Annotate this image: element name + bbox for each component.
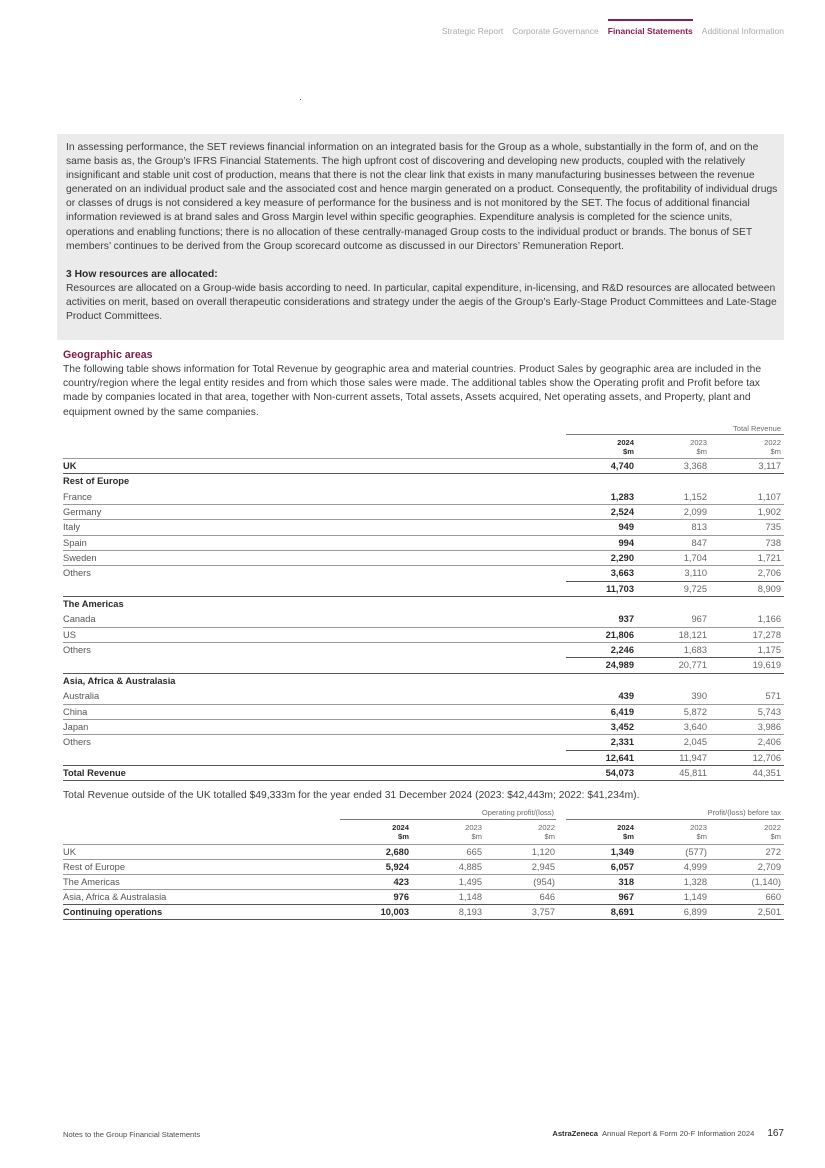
table-row <box>63 536 784 551</box>
cell-op-2024: 10,003 <box>380 907 409 918</box>
cell-op-2024: 2,680 <box>385 847 409 857</box>
col-op-2024: 2024 $m <box>392 823 409 841</box>
table-row <box>63 905 784 920</box>
table-row <box>63 735 784 750</box>
cell-2022: 2,406 <box>757 737 781 748</box>
cell-op-2023: 8,193 <box>458 907 482 918</box>
row-label: UK <box>63 461 77 471</box>
table-row <box>63 845 784 860</box>
cell-2023: 11,947 <box>679 752 707 763</box>
resources-heading: 3 How resources are allocated: <box>66 268 218 280</box>
row-label: US <box>63 629 76 640</box>
col-pbt-2022: 2022 $m <box>764 823 781 841</box>
revenue-outside-uk-note: Total Revenue outside of the UK totalled $49,333m for the year ended 31 December 2024 (2023: $42,443m; 2022: $41,234m). <box>63 790 640 801</box>
cell-pbt-2022: 2,709 <box>757 862 781 873</box>
geographic-areas-title: Geographic areas <box>63 349 153 361</box>
cell-2022: 735 <box>765 522 781 533</box>
cell-pbt-2023: 1,149 <box>683 892 707 903</box>
cell-pbt-2024: 967 <box>618 892 634 903</box>
cell-2022: 1,175 <box>757 645 781 656</box>
cell-2024: 2,524 <box>610 507 634 518</box>
cell-op-2022: 1,120 <box>531 847 555 857</box>
table-row <box>63 490 784 505</box>
cell-op-2024: 423 <box>393 877 409 888</box>
row-label: Others <box>63 568 91 579</box>
cell-pbt-2024: 6,057 <box>610 862 634 873</box>
total-revenue-table-body <box>63 459 784 781</box>
cell-op-2023: 665 <box>466 847 482 857</box>
cell-2024: 2,290 <box>610 553 634 564</box>
row-label: China <box>63 706 88 717</box>
row-label: Germany <box>63 507 102 518</box>
table-row <box>63 751 784 766</box>
cell-pbt-2023: (577) <box>685 847 707 857</box>
table-row <box>63 658 784 673</box>
cell-2022: 738 <box>765 537 781 548</box>
cell-op-2023: 4,885 <box>458 862 482 873</box>
cell-2024: 1,283 <box>610 491 634 502</box>
resources-paragraph: Resources are allocated on a Group-wide basis according to need. In particular, capital expenditure, in-licensing, and R&D resources are allocated between activities on merit, based on overall therapeutic considerations and strategy under the aegis of the Group’s Early-Stage Product Committees and Late-Stage Product Committees. <box>66 282 777 323</box>
table-row <box>63 674 784 689</box>
col-pbt-2024: 2024 $m <box>617 823 634 841</box>
table-group-header <box>63 421 784 435</box>
footer-brand: AstraZeneca <box>552 1129 598 1138</box>
footer-report <box>552 1128 784 1139</box>
cell-2024: 3,452 <box>610 721 634 732</box>
cell-2023: 18,121 <box>678 629 707 640</box>
col-pbt-2023: 2023 $m <box>690 823 707 841</box>
cell-2022: 5,743 <box>757 706 781 717</box>
nav-financial-statements[interactable]: Financial Statements <box>607 26 693 36</box>
table-row <box>63 520 784 535</box>
table-row <box>63 766 784 781</box>
cell-op-2022: 3,757 <box>531 907 555 918</box>
row-label: Sweden <box>63 553 97 564</box>
row-label: Spain <box>63 537 87 548</box>
cell-2022: 3,986 <box>757 721 781 732</box>
cell-pbt-2022: 2,501 <box>757 907 781 918</box>
cell-2023: 5,872 <box>683 706 707 717</box>
cell-pbt-2022: (1,140) <box>751 877 781 888</box>
table-row <box>63 505 784 520</box>
footer-section-label: Notes to the Group Financial Statements <box>63 1130 201 1139</box>
table-row <box>63 875 784 890</box>
cell-op-2023: 1,495 <box>458 877 482 888</box>
cell-pbt-2023: 1,328 <box>683 877 707 888</box>
cell-2023: 1,704 <box>683 553 707 564</box>
cell-2022: 3,117 <box>758 461 781 471</box>
cell-2023: 9,725 <box>683 583 707 594</box>
col-op-2023: 2023 $m <box>465 823 482 841</box>
row-label: Rest of Europe <box>63 862 126 873</box>
cell-2022: 571 <box>765 691 781 702</box>
cell-2022: 44,351 <box>752 767 781 778</box>
nav-corporate-governance[interactable]: Corporate Governance <box>512 26 599 36</box>
cell-2023: 1,152 <box>683 491 707 502</box>
cell-2024: 6,419 <box>610 706 634 717</box>
table-row <box>63 689 784 704</box>
cell-2024: 2,246 <box>610 645 634 656</box>
table-row <box>63 612 784 627</box>
cell-2023: 967 <box>691 614 707 625</box>
table-row <box>63 890 784 905</box>
assessment-paragraph: In assessing performance, the SET reviews financial information on an integrated basis for the Group as a whole, substantially in the form of, and on the same basis as, the Group’s IFRS Financial Statements. The high upfront cost of discovering and developing new products, coupled with the relatively insignificant and stable unit cost of production, means that there is not the clear link that exists in many manufacturing businesses between the revenue generated on an individual product sale and the associated cost and hence margin generated on a product. Consequently, the profitability of individual drugs or classes of drugs is not considered a key measure of performance for the business and is not monitored by the SET. The focus of additional financial information reviewed is at brand sales and Gross Margin level within specific geographies. Expenditure analysis is completed for the science units, operations and enabling functions; there is no allocation of these centrally-managed Group costs to the individual product or brands. The bonus of SET members’ continues to be derived from the Group scorecard outcome as discussed in our Directors’ Remuneration Report. <box>66 142 778 252</box>
cell-op-2022: (954) <box>533 877 555 888</box>
cell-2024: 24,989 <box>605 660 634 671</box>
cell-op-2024: 976 <box>393 892 409 903</box>
cell-2022: 8,909 <box>757 583 781 594</box>
row-label: Total Revenue <box>63 767 126 778</box>
table-row <box>63 474 784 489</box>
cell-2022: 1,107 <box>757 491 781 502</box>
nav-additional-information[interactable]: Additional Information <box>701 26 784 36</box>
row-label: Asia, Africa & Australasia <box>63 675 176 686</box>
cell-2023: 2,045 <box>683 737 707 748</box>
profit-before-tax-group-label: Profit/(loss) before tax <box>707 808 781 817</box>
cell-2024: 3,663 <box>610 568 634 579</box>
cell-2024: 4,740 <box>610 461 634 471</box>
row-label: The Americas <box>63 877 120 888</box>
cell-pbt-2022: 660 <box>765 892 781 903</box>
cell-pbt-2024: 8,691 <box>610 907 634 918</box>
profit-by-area-table-body <box>63 845 784 920</box>
row-label: Australia <box>63 691 100 702</box>
row-label: The Americas <box>63 599 124 610</box>
cell-2023: 847 <box>691 537 707 548</box>
cell-2023: 2,099 <box>683 507 707 518</box>
top-navigation <box>442 26 784 36</box>
row-label: Continuing operations <box>63 907 163 918</box>
cell-op-2022: 646 <box>539 892 555 903</box>
row-label: France <box>63 491 92 502</box>
table-column-header <box>63 820 784 845</box>
cell-2023: 3,368 <box>683 461 707 471</box>
cell-pbt-2023: 6,899 <box>683 907 707 918</box>
table-row <box>63 643 784 658</box>
cell-2022: 17,278 <box>752 629 781 640</box>
cell-pbt-2024: 1,349 <box>610 847 634 857</box>
table-row <box>63 582 784 597</box>
stray-dot <box>300 99 301 100</box>
page-number: 167 <box>767 1128 784 1139</box>
cell-2022: 19,619 <box>752 660 781 671</box>
cell-2024: 54,073 <box>605 767 634 778</box>
total-revenue-group-label: Total Revenue <box>733 424 781 433</box>
cell-2022: 2,706 <box>757 568 781 579</box>
row-label: Others <box>63 645 91 656</box>
col-op-2022: 2022 $m <box>538 823 555 841</box>
table-row <box>63 860 784 875</box>
table-row <box>63 597 784 612</box>
table-column-header <box>63 435 784 459</box>
table-row <box>63 566 784 581</box>
cell-2022: 12,706 <box>752 752 781 763</box>
footer-report-title: Annual Report & Form 20-F Information 2024 <box>601 1129 755 1138</box>
geographic-areas-text: The following table shows information for Total Revenue by geographic area and material countries. Product Sales by geographic area are included in the country/region where the legal entity resides and from which those sales were made. The additional tables show the Operating profit and Profit before tax made by companies located in that area, together with Non-current assets, Total assets, Assets acquired, Net operating assets, and Property, plant and equipment owned by the same companies. <box>63 364 762 418</box>
resource-allocation-box <box>57 134 784 340</box>
table-row <box>63 551 784 566</box>
cell-2023: 20,771 <box>678 660 707 671</box>
col-2023: 2023 $m <box>690 438 707 456</box>
cell-2024: 439 <box>618 691 634 702</box>
total-revenue-table <box>63 421 784 781</box>
cell-2023: 813 <box>691 522 707 533</box>
cell-2022: 1,166 <box>757 614 781 625</box>
row-label: Canada <box>63 614 96 625</box>
cell-2023: 1,683 <box>683 645 707 656</box>
cell-2023: 45,811 <box>679 767 707 778</box>
table-row <box>63 720 784 735</box>
table-group-header <box>63 806 784 820</box>
row-label: UK <box>63 847 76 857</box>
row-label: Rest of Europe <box>63 476 130 487</box>
row-label: Asia, Africa & Australasia <box>63 892 167 903</box>
cell-2024: 21,806 <box>605 629 634 640</box>
cell-2023: 3,110 <box>684 568 707 579</box>
cell-pbt-2022: 272 <box>765 847 781 857</box>
cell-op-2024: 5,924 <box>385 862 409 873</box>
row-label: Others <box>63 737 91 748</box>
cell-2024: 2,331 <box>610 737 634 748</box>
cell-op-2023: 1,148 <box>458 892 482 903</box>
cell-op-2022: 2,945 <box>531 862 555 873</box>
operating-profit-group-label: Operating profit/(loss) <box>481 808 554 817</box>
row-label: Italy <box>63 522 81 533</box>
cell-2023: 3,640 <box>683 721 707 732</box>
cell-pbt-2023: 4,999 <box>683 862 707 873</box>
cell-2024: 994 <box>618 537 634 548</box>
cell-2024: 937 <box>618 614 634 625</box>
table-row <box>63 459 784 474</box>
cell-2024: 949 <box>618 522 634 533</box>
col-2024: 2024 $m <box>617 438 634 456</box>
cell-2022: 1,721 <box>757 553 781 564</box>
cell-2022: 1,902 <box>757 507 781 518</box>
table-row <box>63 705 784 720</box>
row-label: Japan <box>63 721 89 732</box>
table-row <box>63 628 784 643</box>
col-2022: 2022 $m <box>764 438 781 456</box>
cell-2024: 11,703 <box>606 583 634 594</box>
cell-2024: 12,641 <box>605 752 634 763</box>
cell-pbt-2024: 318 <box>618 877 634 888</box>
nav-strategic-report[interactable]: Strategic Report <box>441 26 504 36</box>
profit-by-area-table <box>63 806 784 920</box>
cell-2023: 390 <box>691 691 707 702</box>
